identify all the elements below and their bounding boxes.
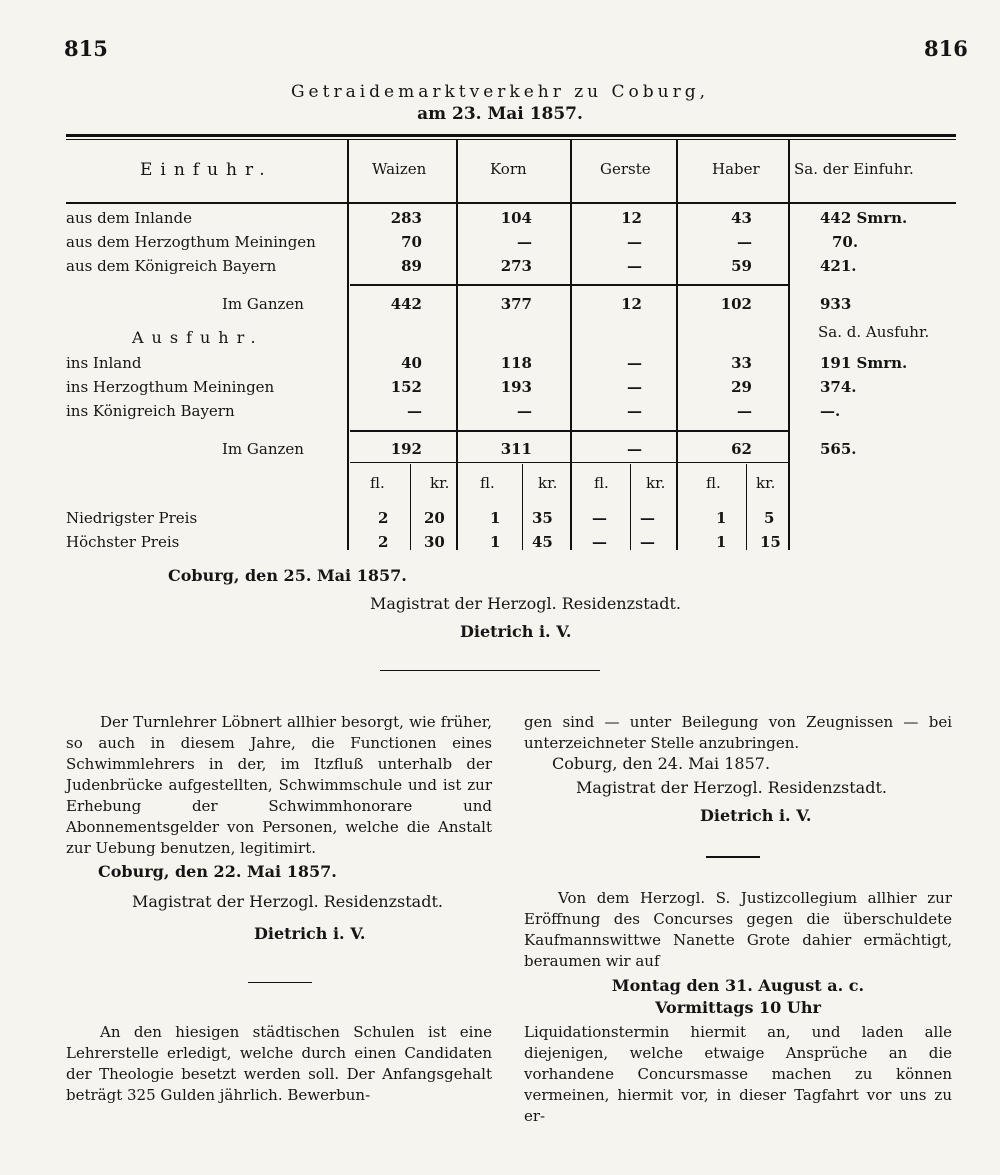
cell-korn: 104 [500,209,532,227]
cell-waizen: 40 [401,354,422,372]
col-line-g-sub [630,464,631,550]
cell-sum: 70. [832,233,859,251]
section-divider [380,670,600,671]
page-number-left: 815 [64,36,108,61]
row-label: aus dem Königreich Bayern [66,257,277,275]
cell-g-kr: — [640,533,655,551]
cell-gerste: — [627,233,642,251]
cell-g-kr: — [640,509,655,527]
row-label: Im Ganzen [222,295,304,313]
cell-korn: 377 [500,295,532,313]
table-place-date: Coburg, den 25. Mai 1857. [168,566,407,585]
cell-g-fl: — [592,509,607,527]
cell-h-fl: 1 [716,509,727,527]
cell-haber: 43 [731,209,752,227]
notice-divider-left [248,982,312,983]
cell-sum: 933 [820,295,852,313]
row-label: ins Königreich Bayern [66,402,235,420]
notice-swim-place-date: Coburg, den 22. Mai 1857. [98,862,337,881]
notice-concourse-date: Montag den 31. August a. c. [611,976,865,995]
cell-haber: 59 [731,257,752,275]
cell-g-fl: — [592,533,607,551]
unit-h-fl: fl. [706,474,721,492]
cell-gerste: 12 [621,295,642,313]
notice-teacher-position-text: An den hiesigen städtischen Schulen ist eine Lehrerstelle erledigt, welche durch einen Candidaten der Theologie besetzt werden soll. Der Anfangsgehalt beträgt 325 Gulden jährlich. Bewerbun- [66,1023,492,1104]
cell-waizen: 152 [390,378,422,396]
cell-haber: 62 [731,440,752,458]
cell-haber: — [737,233,752,251]
cell-k-fl: 1 [490,509,501,527]
cell-h-kr: 5 [764,509,775,527]
notice-application-place-date: Coburg, den 24. Mai 1857. [552,754,771,773]
unit-g-fl: fl. [594,474,609,492]
header-bottom-rule [66,202,956,204]
cell-sum: —. [820,402,841,420]
cell-w-fl: 2 [378,509,389,527]
cell-korn: 311 [500,440,532,458]
col-line-1 [347,140,349,550]
page-title: Getraidemarktverkehr zu Coburg, [290,82,710,102]
header-sa-einfuhr: Sa. der Einfuhr. [794,160,914,178]
unit-w-kr: kr. [430,474,450,492]
row-label: Niedrigster Preis [66,509,198,527]
cell-waizen: 89 [401,257,422,275]
header-gerste: Gerste [600,160,651,178]
notice-application-magistrat: Magistrat der Herzogl. Residenzstadt. [576,778,887,797]
header-korn: Korn [490,160,527,178]
cell-korn: 273 [500,257,532,275]
cell-haber: 102 [720,295,752,313]
cell-k-fl: 1 [490,533,501,551]
cell-gerste: — [627,440,642,458]
page-number-right: 816 [924,36,968,61]
notice-concourse-time: Vormittags 10 Uhr [655,998,821,1017]
cell-korn: 118 [500,354,532,372]
cell-sum: 191 Smrn. [820,354,908,372]
unit-g-kr: kr. [646,474,666,492]
cell-sum: 421. [820,257,857,275]
cell-h-kr: 15 [760,533,781,551]
cell-haber: 29 [731,378,752,396]
row-label: aus dem Herzogthum Meiningen [66,233,316,251]
cell-waizen: 70 [401,233,422,251]
unit-k-kr: kr. [538,474,558,492]
cell-haber: — [737,402,752,420]
cell-w-fl: 2 [378,533,389,551]
cell-haber: 33 [731,354,752,372]
cell-k-kr: 45 [532,533,553,551]
cell-gerste: — [627,354,642,372]
cell-w-kr: 20 [424,509,445,527]
notice-concourse-text-continued: Liquidationstermin hiermit an, und laden alle diejenigen, welche etwaige Ansprüche an die vorhandene Concursmasse machen zu können vermeinen, hiermit vor, in dieser Tagfahrt vor uns zu er- [524,1023,952,1125]
cell-waizen: — [407,402,422,420]
row-label: Höchster Preis [66,533,180,551]
cell-w-kr: 30 [424,533,445,551]
row-label: Im Ganzen [222,440,304,458]
cell-waizen: 442 [390,295,422,313]
cell-gerste: — [627,402,642,420]
cell-sum: 374. [820,378,857,396]
sa-ausfuhr-heading: Sa. d. Ausfuhr. [818,323,930,341]
col-line-4 [676,140,678,550]
cell-k-kr: 35 [532,509,553,527]
col-line-k-sub [522,464,523,550]
row-label: ins Herzogthum Meiningen [66,378,275,396]
unit-k-fl: fl. [480,474,495,492]
notice-application-signature: Dietrich i. V. [700,806,812,825]
notice-swim-signature: Dietrich i. V. [254,924,366,943]
header-waizen: Waizen [372,160,427,178]
table-signature: Dietrich i. V. [460,622,572,641]
row-label: aus dem Inlande [66,209,193,227]
unit-w-fl: fl. [370,474,385,492]
col-line-2 [456,140,458,550]
cell-h-fl: 1 [716,533,727,551]
notice-swim-school-text: Der Turnlehrer Löbnert allhier besorgt, wie früher, so auch in diesem Jahre, die Functionen eines Schwimmlehrers in der, im Itzfluß unterhalb der Judenbrücke aufgestellten, Schwimmschule und ist zur Erhebung der Schwimmhonorare und Abonnementsgelder von Personen, welche die Anstalt zur Uebung benutzen, legitimirt. [66,713,492,857]
cell-gerste: — [627,257,642,275]
notice-swim-magistrat: Magistrat der Herzogl. Residenzstadt. [132,892,443,911]
cell-waizen: 283 [390,209,422,227]
notice-divider-right [706,856,760,858]
unit-h-kr: kr. [756,474,776,492]
cell-korn: — [517,402,532,420]
page-title-date: am 23. Mai 1857. [417,104,583,124]
cell-gerste: 12 [621,209,642,227]
row-label: ins Inland [66,354,142,372]
cell-korn: — [517,233,532,251]
col-line-3 [570,140,572,550]
cell-gerste: — [627,378,642,396]
table-top-rule-thin [66,139,956,140]
notice-concourse-text: Von dem Herzogl. S. Justizcollegium allhier zur Eröffnung des Concurses gegen die überschuldete Kaufmannswittwe Nanette Grote dahier ermächtigt, beraumen wir auf [524,889,952,970]
col-line-w-sub [410,464,411,550]
cell-sum: 565. [820,440,857,458]
cell-sum: 442 Smrn. [820,209,908,227]
col-line-5 [788,140,790,550]
notice-application-text: gen sind — unter Beilegung von Zeugnissen — bei unterzeichneter Stelle anzubringen. [524,713,952,752]
col-line-h-sub [746,464,747,550]
table-top-rule [66,134,956,137]
cell-korn: 193 [500,378,532,396]
header-einfuhr: Einfuhr. [140,160,273,180]
cell-waizen: 192 [390,440,422,458]
header-haber: Haber [712,160,760,178]
table-magistrat: Magistrat der Herzogl. Residenzstadt. [370,594,681,613]
ausfuhr-heading: Ausfuhr. [132,328,264,347]
